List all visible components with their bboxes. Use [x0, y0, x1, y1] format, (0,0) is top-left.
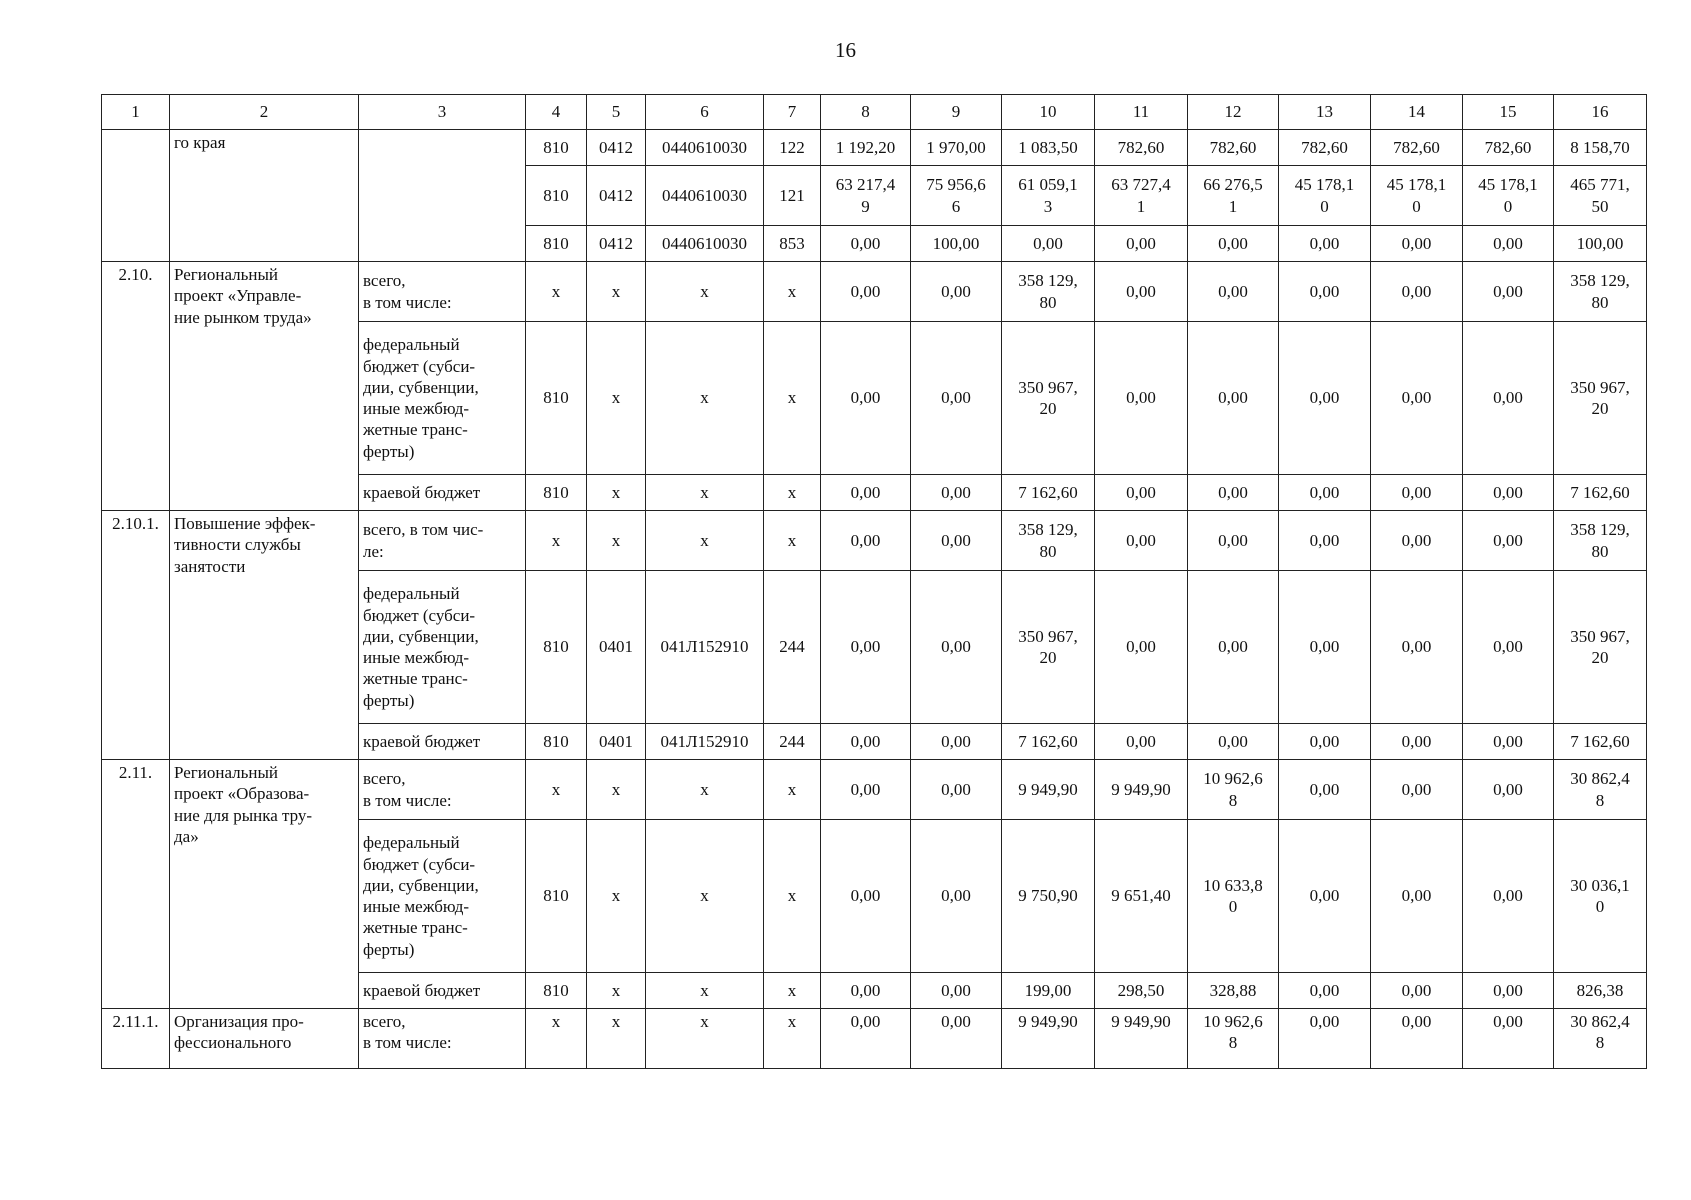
row-name-cell: Организация про- фессионального: [170, 1009, 359, 1069]
row-code-cell: 2.10.: [102, 262, 170, 511]
value-cell: 810: [526, 130, 587, 166]
value-cell: 0,00: [1188, 322, 1279, 475]
value-cell: 0,00: [1371, 820, 1463, 973]
value-cell: 1 192,20: [821, 130, 911, 166]
value-cell: 0,00: [911, 322, 1002, 475]
value-cell: 0,00: [821, 262, 911, 322]
value-cell: 7 162,60: [1554, 475, 1647, 511]
value-cell: х: [646, 760, 764, 820]
value-cell: 0,00: [1188, 226, 1279, 262]
value-cell: х: [764, 322, 821, 475]
value-cell: 0,00: [911, 760, 1002, 820]
value-cell: 1 970,00: [911, 130, 1002, 166]
row-code-cell: 2.11.1.: [102, 1009, 170, 1069]
value-cell: 0,00: [1188, 262, 1279, 322]
value-cell: 45 178,1 0: [1279, 166, 1371, 226]
value-cell: 0,00: [1095, 511, 1188, 571]
value-cell: х: [646, 820, 764, 973]
value-cell: 041Л152910: [646, 571, 764, 724]
value-cell: 0412: [587, 166, 646, 226]
value-cell: 0,00: [1279, 262, 1371, 322]
funding-source-cell: краевой бюджет: [359, 724, 526, 760]
value-cell: 0,00: [1279, 973, 1371, 1009]
value-cell: х: [646, 511, 764, 571]
value-cell: 0,00: [1279, 820, 1371, 973]
value-cell: 10 633,8 0: [1188, 820, 1279, 973]
value-cell: 0,00: [821, 571, 911, 724]
value-cell: 9 750,90: [1002, 820, 1095, 973]
value-cell: 0,00: [1371, 262, 1463, 322]
funding-source-cell: краевой бюджет: [359, 973, 526, 1009]
value-cell: 7 162,60: [1002, 475, 1095, 511]
column-header: 15: [1463, 95, 1554, 130]
value-cell: х: [587, 511, 646, 571]
value-cell: 9 949,90: [1002, 1009, 1095, 1069]
value-cell: х: [587, 760, 646, 820]
value-cell: 0,00: [1463, 724, 1554, 760]
table-row: [102, 511, 1647, 571]
value-cell: 0,00: [1095, 322, 1188, 475]
value-cell: 0412: [587, 130, 646, 166]
budget-table: [101, 94, 1647, 1069]
value-cell: 041Л152910: [646, 724, 764, 760]
value-cell: 0,00: [1463, 760, 1554, 820]
row-name-cell: го края: [170, 130, 359, 262]
value-cell: 0,00: [1371, 973, 1463, 1009]
value-cell: х: [646, 475, 764, 511]
value-cell: 244: [764, 724, 821, 760]
value-cell: 0401: [587, 571, 646, 724]
value-cell: 810: [526, 571, 587, 724]
value-cell: 0,00: [821, 724, 911, 760]
value-cell: х: [764, 760, 821, 820]
value-cell: 782,60: [1463, 130, 1554, 166]
value-cell: х: [646, 322, 764, 475]
value-cell: 122: [764, 130, 821, 166]
value-cell: 782,60: [1371, 130, 1463, 166]
value-cell: 0,00: [1463, 571, 1554, 724]
funding-source-cell: федеральный бюджет (субси- дии, субвенции, иные межбюд- жетные транс- ферты): [359, 571, 526, 724]
value-cell: 0,00: [1371, 322, 1463, 475]
value-cell: 853: [764, 226, 821, 262]
value-cell: 0,00: [821, 226, 911, 262]
value-cell: 0,00: [821, 973, 911, 1009]
value-cell: 0,00: [911, 973, 1002, 1009]
value-cell: 0,00: [821, 820, 911, 973]
funding-source-cell: федеральный бюджет (субси- дии, субвенции, иные межбюд- жетные транс- ферты): [359, 322, 526, 475]
value-cell: 0,00: [1188, 724, 1279, 760]
value-cell: 199,00: [1002, 973, 1095, 1009]
funding-source-cell: федеральный бюджет (субси- дии, субвенции, иные межбюд- жетные транс- ферты): [359, 820, 526, 973]
value-cell: х: [526, 760, 587, 820]
row-code-cell: [102, 130, 170, 262]
row-name-cell: Региональный проект «Управле- ние рынком труда»: [170, 262, 359, 511]
value-cell: 0,00: [1279, 322, 1371, 475]
value-cell: 63 727,4 1: [1095, 166, 1188, 226]
value-cell: 9 949,90: [1095, 760, 1188, 820]
value-cell: 0,00: [1463, 1009, 1554, 1069]
column-header-row: [102, 95, 1647, 130]
value-cell: 465 771, 50: [1554, 166, 1647, 226]
value-cell: 0,00: [1463, 475, 1554, 511]
row-code-cell: 2.10.1.: [102, 511, 170, 760]
value-cell: 328,88: [1188, 973, 1279, 1009]
value-cell: х: [587, 973, 646, 1009]
value-cell: х: [526, 511, 587, 571]
value-cell: 0,00: [1463, 226, 1554, 262]
value-cell: 75 956,6 6: [911, 166, 1002, 226]
column-header: 1: [102, 95, 170, 130]
value-cell: х: [764, 973, 821, 1009]
value-cell: 0,00: [821, 760, 911, 820]
table-row: [102, 1009, 1647, 1069]
value-cell: 782,60: [1095, 130, 1188, 166]
value-cell: 0440610030: [646, 226, 764, 262]
value-cell: 782,60: [1279, 130, 1371, 166]
value-cell: 350 967, 20: [1002, 571, 1095, 724]
value-cell: 0,00: [1095, 226, 1188, 262]
value-cell: 121: [764, 166, 821, 226]
value-cell: 1 083,50: [1002, 130, 1095, 166]
value-cell: 358 129, 80: [1002, 511, 1095, 571]
value-cell: 0,00: [1188, 571, 1279, 724]
value-cell: 0,00: [1279, 226, 1371, 262]
column-header: 11: [1095, 95, 1188, 130]
value-cell: х: [587, 475, 646, 511]
value-cell: 358 129, 80: [1554, 511, 1647, 571]
value-cell: 0,00: [1279, 724, 1371, 760]
value-cell: 0,00: [821, 1009, 911, 1069]
value-cell: 0401: [587, 724, 646, 760]
value-cell: 0,00: [911, 1009, 1002, 1069]
value-cell: 0,00: [911, 724, 1002, 760]
value-cell: 7 162,60: [1554, 724, 1647, 760]
value-cell: 350 967, 20: [1554, 571, 1647, 724]
value-cell: 100,00: [911, 226, 1002, 262]
table-row: [102, 262, 1647, 322]
value-cell: 0,00: [1371, 226, 1463, 262]
value-cell: 244: [764, 571, 821, 724]
value-cell: 0,00: [911, 571, 1002, 724]
value-cell: 350 967, 20: [1554, 322, 1647, 475]
value-cell: 0,00: [1002, 226, 1095, 262]
value-cell: 810: [526, 724, 587, 760]
value-cell: 350 967, 20: [1002, 322, 1095, 475]
value-cell: 9 949,90: [1002, 760, 1095, 820]
column-header: 8: [821, 95, 911, 130]
column-header: 7: [764, 95, 821, 130]
column-header: 4: [526, 95, 587, 130]
column-header: 12: [1188, 95, 1279, 130]
value-cell: 10 962,6 8: [1188, 760, 1279, 820]
row-name-cell: Региональный проект «Образова- ние для рынка тру- да»: [170, 760, 359, 1009]
value-cell: 0,00: [1463, 322, 1554, 475]
column-header: 10: [1002, 95, 1095, 130]
value-cell: 0,00: [1279, 511, 1371, 571]
value-cell: 45 178,1 0: [1463, 166, 1554, 226]
value-cell: 9 651,40: [1095, 820, 1188, 973]
column-header: 5: [587, 95, 646, 130]
column-header: 16: [1554, 95, 1647, 130]
value-cell: 100,00: [1554, 226, 1647, 262]
funding-source-cell: всего, в том числе:: [359, 1009, 526, 1069]
value-cell: 45 178,1 0: [1371, 166, 1463, 226]
value-cell: 810: [526, 226, 587, 262]
funding-source-cell: краевой бюджет: [359, 475, 526, 511]
value-cell: 810: [526, 166, 587, 226]
value-cell: 0,00: [1279, 760, 1371, 820]
value-cell: 0,00: [1371, 475, 1463, 511]
value-cell: 0,00: [1371, 724, 1463, 760]
value-cell: 782,60: [1188, 130, 1279, 166]
value-cell: х: [764, 475, 821, 511]
value-cell: 0,00: [911, 475, 1002, 511]
value-cell: 66 276,5 1: [1188, 166, 1279, 226]
value-cell: 0,00: [1463, 973, 1554, 1009]
value-cell: 0,00: [911, 511, 1002, 571]
value-cell: х: [646, 262, 764, 322]
value-cell: 0,00: [911, 820, 1002, 973]
value-cell: 0,00: [821, 322, 911, 475]
value-cell: 0440610030: [646, 130, 764, 166]
value-cell: 0,00: [1188, 475, 1279, 511]
value-cell: х: [526, 1009, 587, 1069]
value-cell: 0,00: [1463, 820, 1554, 973]
funding-source-cell: всего, в том чис- ле:: [359, 511, 526, 571]
value-cell: 810: [526, 820, 587, 973]
column-header: 13: [1279, 95, 1371, 130]
column-header: 2: [170, 95, 359, 130]
table-row: [102, 130, 1647, 166]
value-cell: 298,50: [1095, 973, 1188, 1009]
column-header: 9: [911, 95, 1002, 130]
value-cell: 0,00: [1095, 571, 1188, 724]
table-row: [102, 760, 1647, 820]
row-name-cell: Повышение эффек- тивности службы занятости: [170, 511, 359, 760]
value-cell: 0,00: [1095, 262, 1188, 322]
value-cell: 0,00: [821, 475, 911, 511]
value-cell: 30 862,4 8: [1554, 760, 1647, 820]
value-cell: 30 036,1 0: [1554, 820, 1647, 973]
value-cell: 358 129, 80: [1002, 262, 1095, 322]
value-cell: 0,00: [1279, 475, 1371, 511]
value-cell: 0,00: [1463, 262, 1554, 322]
column-header: 6: [646, 95, 764, 130]
value-cell: х: [587, 322, 646, 475]
column-header: 14: [1371, 95, 1463, 130]
value-cell: 0,00: [1188, 511, 1279, 571]
value-cell: 0440610030: [646, 166, 764, 226]
page-number: 16: [835, 38, 856, 62]
value-cell: х: [764, 511, 821, 571]
value-cell: х: [587, 1009, 646, 1069]
value-cell: х: [587, 262, 646, 322]
value-cell: 810: [526, 973, 587, 1009]
value-cell: 810: [526, 322, 587, 475]
value-cell: 0,00: [1371, 1009, 1463, 1069]
value-cell: х: [764, 820, 821, 973]
value-cell: 0,00: [1279, 1009, 1371, 1069]
value-cell: 810: [526, 475, 587, 511]
value-cell: 63 217,4 9: [821, 166, 911, 226]
value-cell: х: [526, 262, 587, 322]
row-code-cell: 2.11.: [102, 760, 170, 1009]
value-cell: 0,00: [821, 511, 911, 571]
value-cell: 9 949,90: [1095, 1009, 1188, 1069]
value-cell: 826,38: [1554, 973, 1647, 1009]
value-cell: х: [646, 973, 764, 1009]
value-cell: 0,00: [1463, 511, 1554, 571]
value-cell: 10 962,6 8: [1188, 1009, 1279, 1069]
value-cell: 8 158,70: [1554, 130, 1647, 166]
value-cell: 0,00: [1371, 760, 1463, 820]
value-cell: 0,00: [1095, 475, 1188, 511]
value-cell: 30 862,4 8: [1554, 1009, 1647, 1069]
value-cell: 7 162,60: [1002, 724, 1095, 760]
value-cell: х: [764, 1009, 821, 1069]
value-cell: 61 059,1 3: [1002, 166, 1095, 226]
funding-source-cell: [359, 130, 526, 262]
funding-source-cell: всего, в том числе:: [359, 760, 526, 820]
value-cell: 0412: [587, 226, 646, 262]
value-cell: х: [646, 1009, 764, 1069]
value-cell: 0,00: [1371, 511, 1463, 571]
value-cell: х: [587, 820, 646, 973]
value-cell: х: [764, 262, 821, 322]
value-cell: 0,00: [1095, 724, 1188, 760]
column-header: 3: [359, 95, 526, 130]
value-cell: 0,00: [1279, 571, 1371, 724]
value-cell: 0,00: [911, 262, 1002, 322]
funding-source-cell: всего, в том числе:: [359, 262, 526, 322]
value-cell: 358 129, 80: [1554, 262, 1647, 322]
value-cell: 0,00: [1371, 571, 1463, 724]
